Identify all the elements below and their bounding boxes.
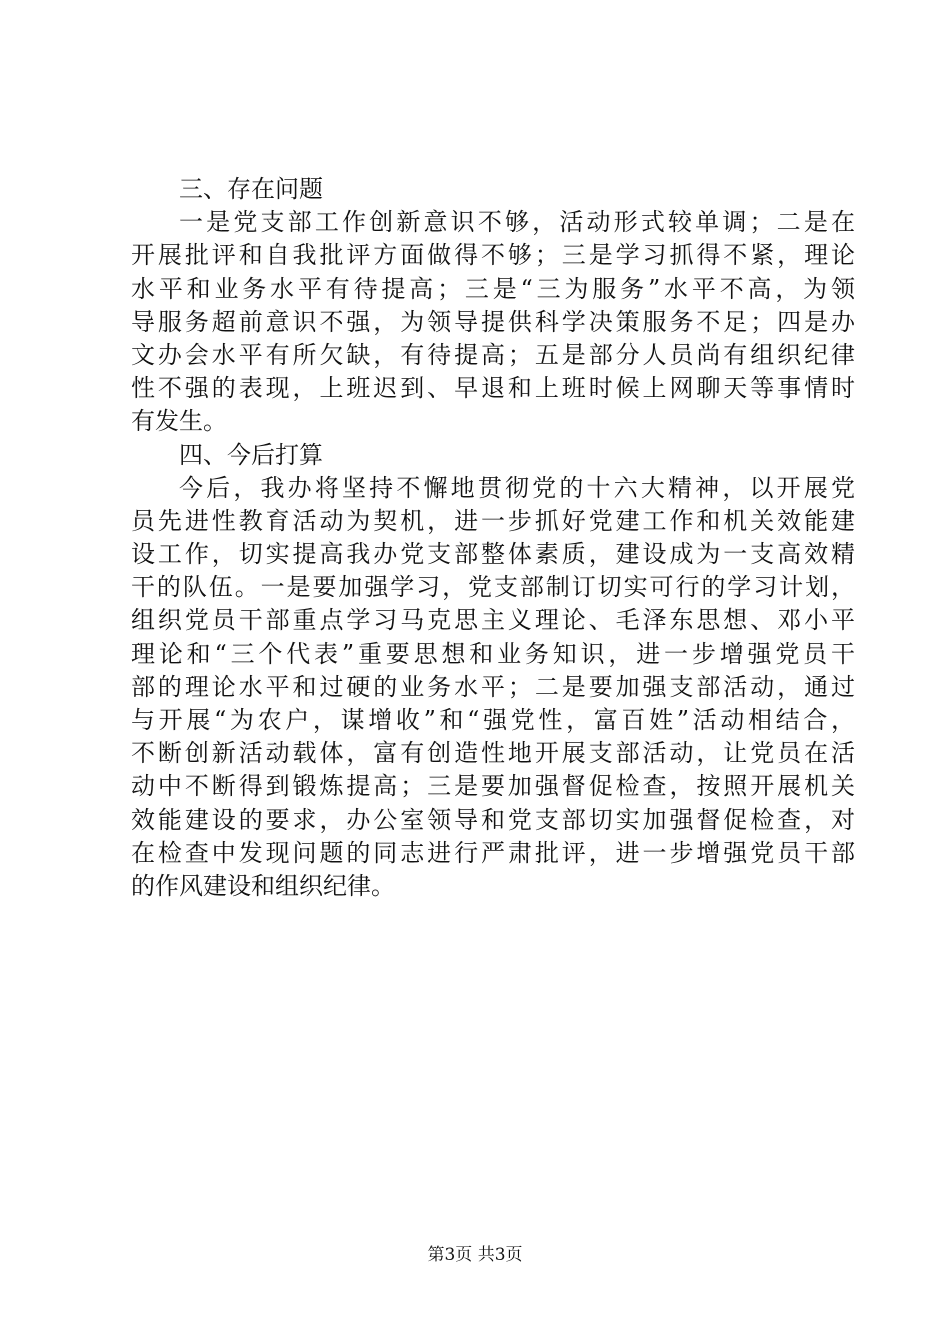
paragraph-line: 开展批评和自我批评方面做得不够；三是学习抓得不紧，理论 (131, 241, 855, 270)
page-number-footer: 第3页 共3页 (427, 1245, 523, 1265)
paragraph-line: 组织党员干部重点学习马克思主义理论、毛泽东思想、邓小平 (131, 606, 855, 635)
paragraph-line: 的作风建设和组织纪律。 (131, 871, 395, 900)
paragraph-line: 设工作，切实提高我办党支部整体素质，建设成为一支高效精 (131, 540, 855, 569)
paragraph-line: 员先进性教育活动为契机，进一步抓好党建工作和机关效能建 (131, 506, 855, 535)
paragraph-line: 性不强的表现，上班迟到、早退和上班时候上网聊天等事情时 (131, 374, 855, 403)
paragraph-line: 导服务超前意识不强，为领导提供科学决策服务不足；四是办 (131, 307, 855, 336)
paragraph-line: 在检查中发现问题的同志进行严肃批评，进一步增强党员干部 (131, 838, 855, 867)
paragraph-line: 有发生。 (131, 407, 227, 436)
paragraph-line: 干的队伍。一是要加强学习，党支部制订切实可行的学习计划， (131, 573, 855, 602)
paragraph-line: 动中不断得到锻炼提高；三是要加强督促检查，按照开展机关 (131, 772, 855, 801)
paragraph-line: 理论和“三个代表”重要思想和业务知识，进一步增强党员干 (131, 639, 855, 668)
document-body (131, 173, 855, 903)
section-heading-problems: 三、存在问题 (179, 175, 323, 203)
paragraph-line: 今后，我办将坚持不懈地贯彻党的十六大精神，以开展党 (179, 473, 855, 502)
section-heading-plans: 四、今后打算 (179, 440, 323, 469)
paragraph-line: 部的理论水平和过硬的业务水平；二是要加强支部活动，通过 (131, 672, 855, 701)
paragraph-line: 水平和业务水平有待提高；三是“三为服务”水平不高，为领 (131, 274, 855, 303)
paragraph-line: 效能建设的要求，办公室领导和党支部切实加强督促检查，对 (131, 805, 855, 834)
paragraph-line: 不断创新活动载体，富有创造性地开展支部活动，让党员在活 (131, 739, 855, 768)
paragraph-line: 文办会水平有所欠缺，有待提高；五是部分人员尚有组织纪律 (131, 340, 855, 369)
paragraph-line: 一是党支部工作创新意识不够，活动形式较单调；二是在 (179, 208, 855, 237)
paragraph-line: 与开展“为农户，谋增收”和“强党性，富百姓”活动相结合， (131, 706, 855, 734)
